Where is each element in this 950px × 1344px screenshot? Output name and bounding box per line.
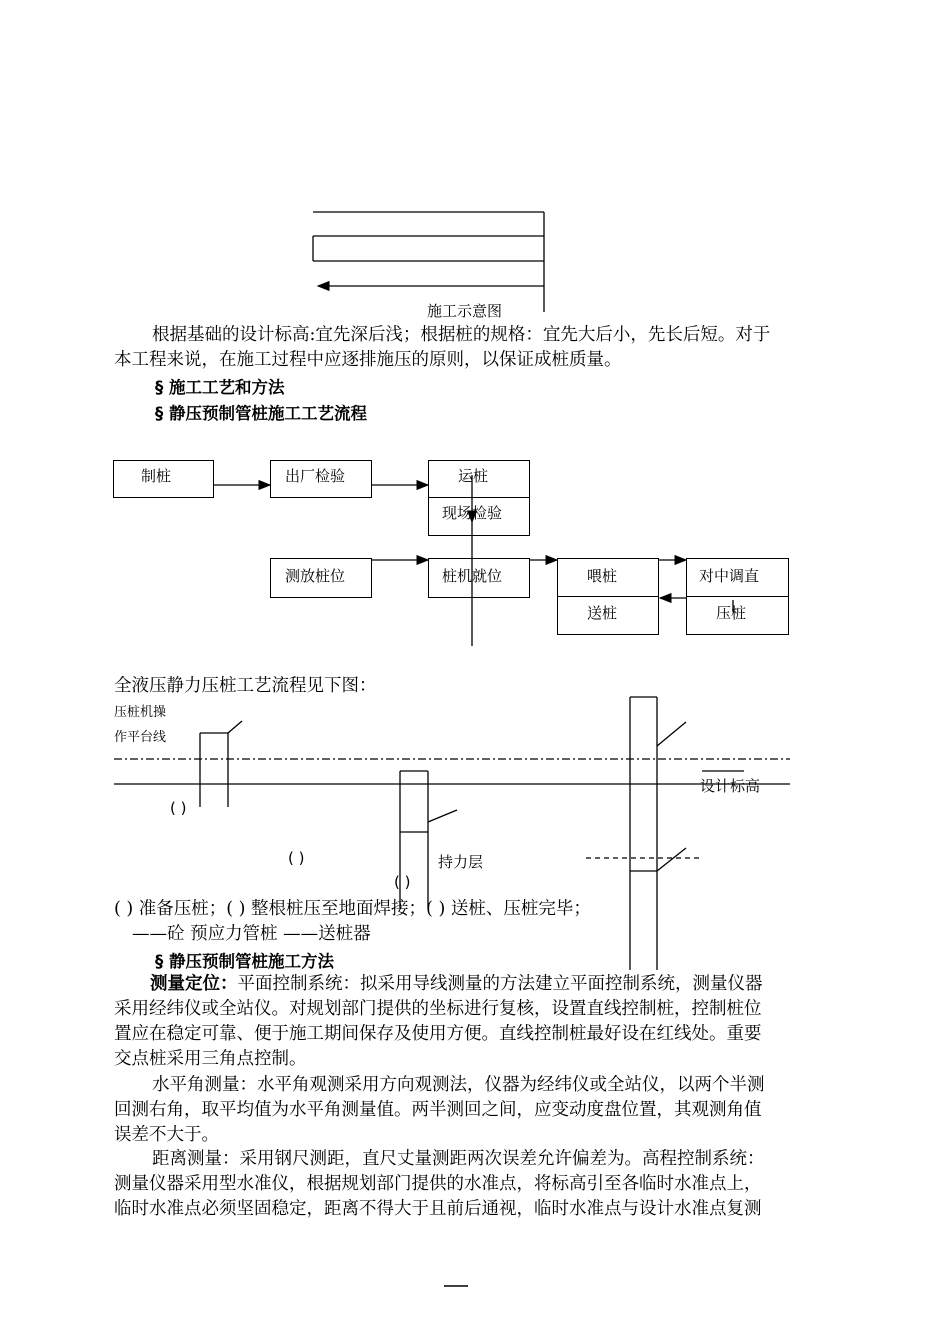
survey-line-2: 采用经纬仪或全站仪。对规划部门提供的坐标进行复核，设置直线控制桩，控制桩位	[114, 999, 762, 1019]
stage-paren-2: ( )	[288, 849, 305, 867]
flow-label-center-adjust: 对中调直	[699, 567, 760, 585]
angle-line-2: 回测右角，取平均值为水平角测量值。两半测回之间，应变动度盘位置，其观测角值	[114, 1100, 762, 1120]
legend-line: ——砼 预应力管桩 ——送桩器	[132, 924, 371, 944]
stage-paren-3: ( )	[394, 873, 411, 891]
flow-label-survey-position: 测放桩位	[285, 567, 346, 585]
angle-line-3: 误差不大于。	[114, 1125, 219, 1145]
flow-label-make-pile: 制桩	[141, 467, 172, 485]
flow-label-machine-position: 桩机就位	[442, 567, 503, 585]
flow-label-press-pile: 压桩	[716, 604, 747, 622]
flow-divider-feed	[557, 596, 659, 597]
flow-label-site-inspect: 现场检验	[442, 504, 503, 522]
survey-line-3: 置应在稳定可靠、便于施工期间保存及使用方便。直线控制桩最好设在红线处。重要	[114, 1024, 762, 1044]
angle-line-1: 水平角测量：水平角观测采用方向观测法，仪器为经纬仪或全站仪，以两个半测	[152, 1075, 765, 1095]
process-intro: 全液压静力压桩工艺流程见下图：	[114, 676, 377, 696]
distance-line-3: 临时水准点必须坚固稳定，距离不得大于且前后通视，临时水准点与设计水准点复测	[114, 1199, 762, 1219]
paragraph-1-line-2: 本工程来说，在施工过程中应逐排施压的原则，以保证成桩质量。	[114, 350, 622, 370]
bearing-layer-label: 持力层	[438, 853, 484, 871]
flow-label-factory-inspect: 出厂检验	[285, 467, 346, 485]
platform-label-1: 压桩机操	[114, 705, 167, 720]
distance-line-1: 距离测量：采用钢尺测距，直尺丈量测距两次误差允许偏差为。高程控制系统：	[152, 1149, 765, 1169]
flow-divider-transport	[428, 497, 530, 498]
heading-construction-method: § 静压预制管桩施工方法	[155, 952, 334, 971]
heading-process-methods: § 施工工艺和方法	[155, 378, 285, 397]
distance-line-2: 测量仪器采用型水准仪，根据规划部门提供的水准点，将标高引至各临时水准点上，	[114, 1174, 762, 1194]
flow-label-transport: 运桩	[458, 467, 489, 485]
construction-sketch	[313, 212, 544, 312]
page-mark	[444, 1270, 460, 1289]
flow-label-feed-pile: 喂桩	[587, 567, 618, 585]
platform-label-2: 作平台线	[114, 730, 167, 745]
survey-line-4: 交点桩采用三角点控制。	[114, 1049, 307, 1069]
flow-label-send-pile: 送桩	[587, 604, 618, 622]
survey-line-1	[150, 971, 763, 997]
paragraph-1-line-1: 根据基础的设计标高:宜先深后浅；根据桩的规格：宜先大后小，先长后短。对于	[152, 325, 771, 345]
heading-process-flow: § 静压预制管桩施工工艺流程	[155, 404, 367, 423]
design-level-label: 设计标高	[700, 777, 761, 795]
stage-paren-1: ( )	[170, 799, 187, 817]
flow-divider-center	[686, 596, 789, 597]
stage-description: ( ) 准备压桩；( ) 整根桩压至地面焊接；( ) 送桩、压桩完毕；	[114, 899, 591, 919]
survey-text-1: 平面控制系统：拟采用导线测量的方法建立平面控制系统，测量仪器	[237, 974, 763, 994]
sketch-caption: 施工示意图	[427, 302, 503, 320]
survey-label: 测量定位：	[150, 974, 238, 994]
